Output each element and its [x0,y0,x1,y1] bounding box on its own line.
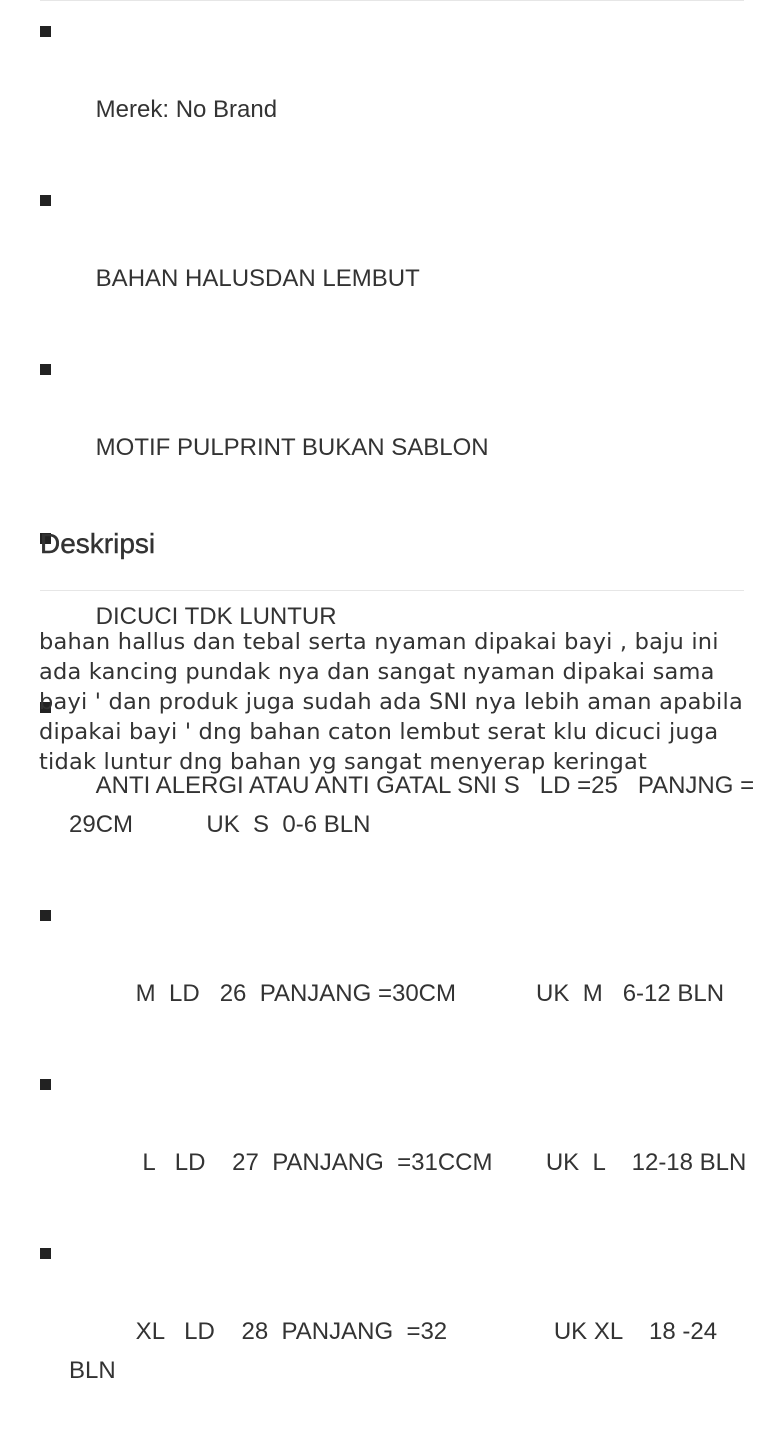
spec-item-size-m [40,896,760,1052]
spec-item-motif [40,350,760,506]
spec-item-size-xl [40,1234,760,1429]
spec-text: Merek: No Brand [95,96,278,123]
spec-text: L LD 27 PANJANG =31CCM UK L 12-18 BLN [95,1149,747,1176]
spec-text: M LD 26 PANJANG =30CM UK M 6-12 BLN [95,980,725,1007]
spec-item-size-l [40,1065,760,1221]
square-bullet-icon [40,1079,51,1090]
spec-text: MOTIF PULPRINT BUKAN SABLON [95,434,489,461]
section-divider [40,590,744,591]
square-bullet-icon [40,1248,51,1259]
description-section-title: Deskripsi [40,528,156,559]
spec-item-material [40,181,760,337]
square-bullet-icon [40,195,51,206]
square-bullet-icon [40,364,51,375]
spec-text: XL LD 28 PANJANG =32 UK XL 18 -24 BLN [69,1318,724,1384]
square-bullet-icon [40,26,51,37]
description-text: bahan hallus dan tebal serta nyaman dipakai bayi , baju ini ada kancing pundak nya dan sangat nyaman dipakai sama bayi ' dan produk juga sudah ada SNI nya lebih aman apabila dipakai bayi ' dng bahan caton lembut serat klu dicuci juga tidak luntur dng bahan yg sangat menyerap keringat [39,629,743,775]
spec-text: DICUCI TDK LUNTUR [95,603,337,630]
spec-text: BAHAN HALUSDAN LEMBUT [95,265,420,292]
top-divider [40,0,744,1]
spec-item-brand [40,12,760,168]
square-bullet-icon [40,910,51,921]
spec-text: ANTI ALERGI ATAU ANTI GATAL SNI S LD =25 PANJNG = 29CM UK S 0-6 BLN [69,772,761,838]
